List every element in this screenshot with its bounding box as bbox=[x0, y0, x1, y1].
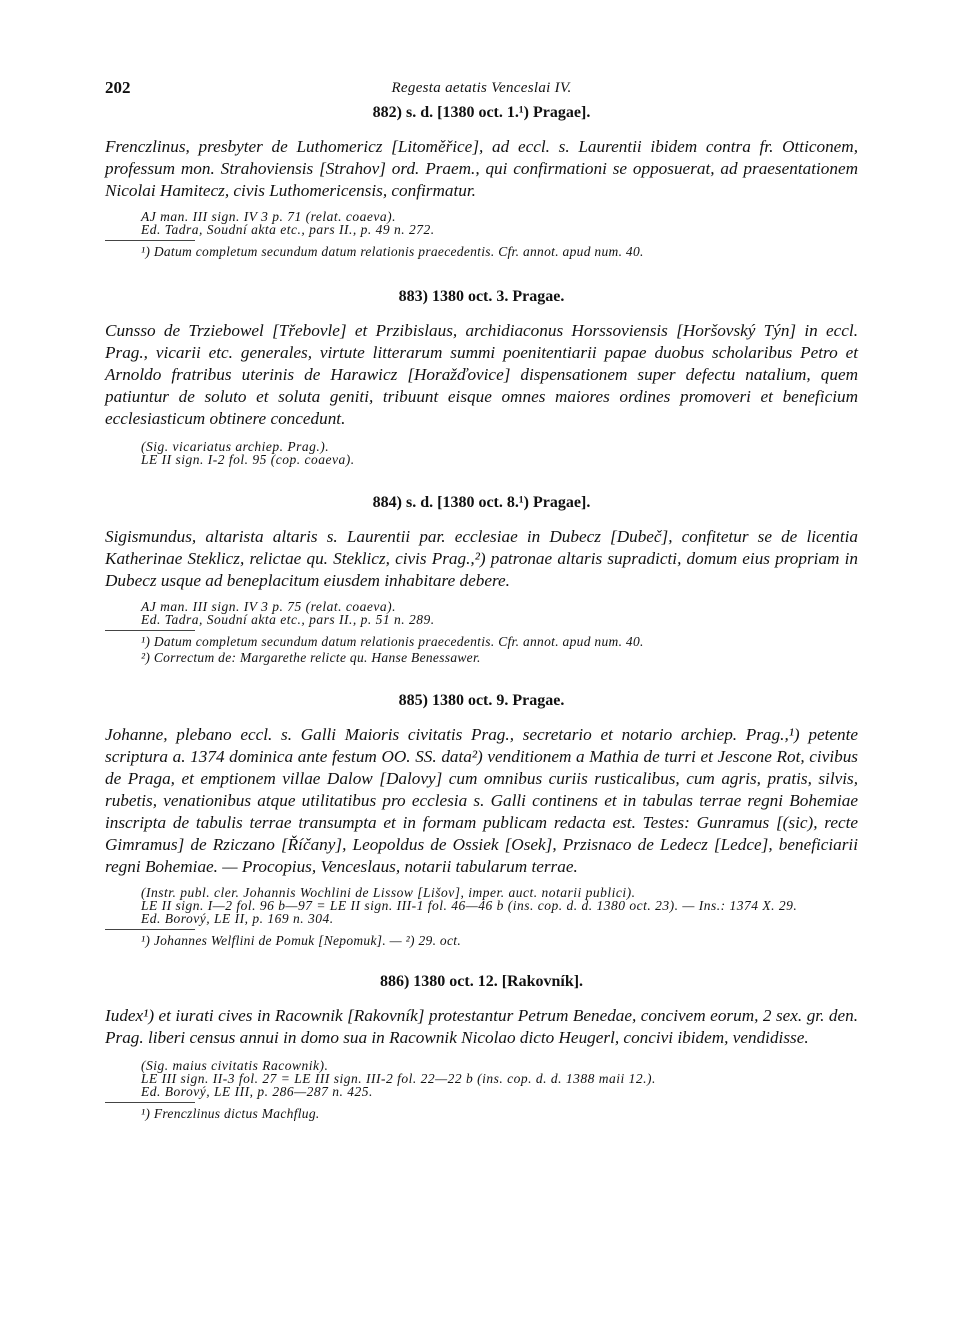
footnote: ¹) Frenczlinus dictus Machflug. bbox=[141, 1106, 320, 1121]
document-page bbox=[105, 78, 858, 1122]
entry-heading: 886) 1380 oct. 12. [Rakovník]. bbox=[379, 973, 584, 990]
entry-heading: 884) s. d. [1380 oct. 8.¹) Pragae]. bbox=[372, 494, 591, 511]
entry-footnotes bbox=[141, 1106, 858, 1122]
entry-884 bbox=[105, 494, 858, 666]
entry-885 bbox=[105, 692, 858, 949]
source-line: AJ man. III sign. IV 3 p. 71 (relat. coaeva). bbox=[141, 209, 396, 224]
page-number: 202 bbox=[105, 78, 131, 97]
footnote: ¹) Johannes Welflini de Pomuk [Nepomuk]. — ²) 29. oct. bbox=[141, 933, 461, 948]
source-line: Ed. Borový, LE II, p. 169 n. 304. bbox=[141, 911, 334, 926]
entry-sources bbox=[141, 1059, 858, 1098]
entry-footnotes bbox=[141, 244, 858, 260]
footnote: ²) Correctum de: Margarethe relicte qu. Hanse Benessawer. bbox=[141, 650, 481, 665]
source-line: Ed. Borový, LE III, p. 286—287 n. 425. bbox=[141, 1084, 373, 1099]
entry-sources bbox=[141, 440, 858, 466]
source-line: LE II sign. I—2 fol. 96 b—97 = LE II sign. III-1 fol. 46—46 b (ins. cop. d. d. 1380 oct. 23). — Ins.: 1374 X. 29. bbox=[141, 898, 798, 913]
footnote: ¹) Datum completum secundum datum relationis praecedentis. Cfr. annot. apud num. 40. bbox=[141, 634, 644, 649]
entry-footnotes bbox=[141, 933, 858, 949]
footnote: ¹) Datum completum secundum datum relationis praecedentis. Cfr. annot. apud num. 40. bbox=[141, 244, 644, 259]
entry-text: Frenczlinus, presbyter de Luthomericz [Litoměřice], ad eccl. s. Laurentii ibidem contra fr. Otticonem, professum mon. Strahoviensis [Strahov] ord. Praem., qui confirmationi se opposuerat, ad praesentationem Nicolai Hamitecz, civis Luthomericensis, confirmatur. bbox=[105, 137, 858, 200]
entry-882 bbox=[105, 104, 858, 260]
footnote-rule bbox=[105, 240, 195, 241]
footnote-rule bbox=[105, 929, 195, 930]
entry-heading: 885) 1380 oct. 9. Pragae. bbox=[398, 692, 565, 709]
entry-text: Johanne, plebano eccl. s. Galli Maioris civitatis Prag., secretario et notario archiep. Prag.,¹) petente scriptura a. 1374 dominica ante festum OO. SS. data²) venditionem a Mathia de turri et Jescone Rot, civibus de Praga, et emptionem villae Dalow [Dalovy] cum omnibus curiis rusticalibus, cum agris, pratis, silvis, rubetis, venationibus atque utilitatibus pro ecclesia s. Galli continens et in tabulas terrae regni Bohemiae inscripta de tabulis terrae transumpta et in formam publicam redacta est. Testes: Gunramus [(sic), recte Gimramus] de Rziczano [Říčany], Leopoldus de Ossiek [Osek], Przisnaco de Ledecz [Ledce], beneficiarii regni Bohemiae. — Procopius, Venceslaus, notarii tabularum terrae. bbox=[105, 725, 858, 876]
source-line: LE III sign. II-3 fol. 27 = LE III sign. III-2 fol. 22—22 b (ins. cop. d. d. 1388 maii 12.). bbox=[141, 1071, 656, 1086]
entry-text: Cunsso de Trziebowel [Třebovle] et Przibislaus, archidiaconus Horssoviensis [Horšovský Týn] in eccl. Prag., vicarii etc. generales, virtute litterarum summi poenitentiarii papae duobus scholaribus Petro et Arnoldo fratribus uterinis de Harawicz [Horažďovice] dispensationem super defectu natalium, quem patiuntur de soluto et soluta geniti, tribuunt eisque omnes maiores ordines promoveri et beneficium ecclesiasticum obtinere concedunt. bbox=[105, 321, 858, 428]
footnote-rule bbox=[105, 630, 195, 631]
footnote-rule bbox=[105, 1102, 195, 1103]
source-line: Ed. Tadra, Soudní akta etc., pars II., p. 49 n. 272. bbox=[141, 222, 435, 237]
entry-heading: 883) 1380 oct. 3. Pragae. bbox=[398, 288, 565, 305]
running-head bbox=[105, 78, 858, 102]
entry-heading: 882) s. d. [1380 oct. 1.¹) Pragae]. bbox=[372, 104, 591, 121]
entry-sources bbox=[141, 210, 858, 236]
source-line: (Sig. maius civitatis Racownik). bbox=[141, 1058, 329, 1073]
entry-sources bbox=[141, 886, 858, 925]
entry-886 bbox=[105, 973, 858, 1122]
source-line: (Instr. publ. cler. Johannis Wochlini de Lissow [Lišov], imper. auct. notarii publici). bbox=[141, 885, 636, 900]
source-line: AJ man. III sign. IV 3 p. 75 (relat. coaeva). bbox=[141, 599, 396, 614]
source-line: (Sig. vicariatus archiep. Prag.). bbox=[141, 439, 330, 454]
entry-sources bbox=[141, 600, 858, 626]
source-line: LE II sign. I-2 fol. 95 (cop. coaeva). bbox=[141, 452, 355, 467]
entry-footnotes bbox=[141, 634, 858, 666]
entry-text: Iudex¹) et iurati cives in Racownik [Rakovník] protestantur Petrum Benedae, concivem eorum, 2 sex. gr. den. Prag. liberi census annui in domo sua in Racownik Nicolao dicto Heugerl, concivi ibidem, vendidisse. bbox=[105, 1006, 858, 1047]
entry-883 bbox=[105, 288, 858, 466]
source-line: Ed. Tadra, Soudní akta etc., pars II., p. 51 n. 289. bbox=[141, 612, 435, 627]
entry-text: Sigismundus, altarista altaris s. Laurentii par. ecclesiae in Dubecz [Dubeč], confitetur se de licentia Katherinae Steklicz, relictae qu. Steklicz, civis Prag.,²) patronae altaris supradicti, domum eius propriam in Dubecz usque ad beneplacitum eiusdem inhabitare debere. bbox=[105, 527, 858, 590]
running-title: Regesta aetatis Venceslai IV. bbox=[391, 80, 572, 96]
